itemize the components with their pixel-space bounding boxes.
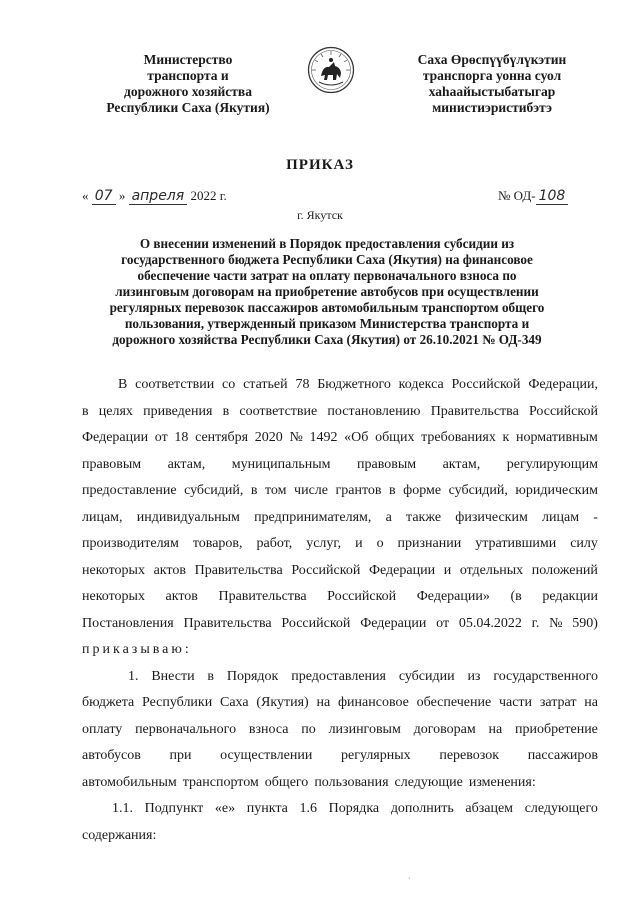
word: Федерации»	[416, 589, 490, 604]
body-line	[82, 796, 598, 823]
word: в	[250, 483, 258, 498]
word: Российской	[528, 403, 598, 419]
word: Подпункт	[144, 801, 204, 816]
word: 1492	[309, 430, 338, 445]
body-line	[82, 611, 598, 638]
body-line	[82, 452, 598, 479]
word: к	[502, 430, 510, 445]
word: индивидуальным	[136, 509, 240, 525]
word: автомобильным	[82, 774, 177, 790]
word: Внести	[151, 668, 195, 684]
word: муниципальным	[231, 456, 331, 472]
word: силу	[570, 536, 598, 551]
word: №	[549, 615, 563, 631]
date-close-quote: »	[118, 188, 126, 203]
word: в	[389, 483, 396, 498]
word: Федерации	[82, 430, 149, 445]
scan-artifact-mark: ·	[408, 874, 411, 883]
body-line	[82, 664, 598, 691]
header-left-line: Республики Саха (Якутия)	[106, 100, 270, 115]
word: регулярных	[340, 748, 411, 763]
word: Федерации,	[528, 377, 598, 392]
word: Постановления	[82, 615, 174, 631]
word: субсидии	[398, 668, 455, 684]
word: транспортом	[182, 774, 259, 790]
word: автобусов	[82, 748, 141, 763]
word: предпринимателям,	[254, 509, 372, 525]
subject-line: дорожного хозяйства Республики Саха (Якутия) от 26.10.2021 № ОД-349	[112, 332, 542, 347]
subject-line: лизинговым договорам на приобретение автобусов при осуществлении	[115, 284, 539, 299]
body-line	[82, 584, 598, 611]
word: а	[385, 509, 392, 525]
order-number	[498, 188, 568, 204]
word: дополнить	[390, 801, 454, 816]
subject-line: обеспечение части затрат на оплату первоначального взноса по	[137, 268, 517, 283]
date-day-handwritten: 07	[92, 188, 116, 205]
word: «е»	[214, 801, 236, 816]
word: правовым	[82, 456, 142, 472]
word: Федерации	[368, 562, 436, 578]
word: производителям	[82, 536, 179, 551]
word: лизинговым	[328, 721, 401, 737]
word: пользования	[314, 774, 389, 790]
word: от	[154, 430, 168, 445]
word: общих	[375, 430, 415, 445]
word: обеспечение	[416, 695, 492, 710]
header-right-line: транспорга уонна суол	[422, 68, 562, 83]
body-line	[82, 478, 598, 505]
word: осуществлении	[220, 748, 313, 763]
word: Правительства	[430, 403, 519, 419]
word: актов	[153, 562, 186, 578]
word: Российской	[281, 615, 351, 631]
word: актам,	[442, 456, 481, 472]
word: том	[265, 483, 287, 498]
date-month-handwritten: апреля	[129, 188, 188, 205]
word: регулирующим	[506, 456, 598, 472]
header-right-line: министиэристибэтэ	[432, 100, 552, 115]
subject-line: регулярных перевозок пассажиров автомобильным транспортом общего	[109, 300, 545, 315]
word: 2020	[254, 430, 283, 445]
word: Российской	[451, 377, 521, 392]
word: 590)	[572, 615, 598, 631]
order-date	[82, 188, 227, 204]
word: финансовое	[337, 695, 409, 710]
word: Правительства	[218, 589, 307, 604]
word: некоторых	[82, 562, 145, 578]
word: государственного	[493, 668, 598, 684]
word: актов	[165, 589, 198, 604]
word: на	[488, 721, 503, 737]
yakutia-coat-of-arms-icon	[307, 46, 355, 94]
word: 78	[295, 377, 310, 392]
body-line	[82, 558, 598, 585]
order-word-line	[82, 637, 598, 664]
header-right-line: Саха Өрөспүүбүлүкэтин	[417, 52, 567, 67]
word: 1.	[128, 668, 139, 684]
document-title: ПРИКАЗ	[286, 157, 354, 173]
word: при	[169, 748, 192, 763]
header-left-line: транспорта и	[147, 68, 229, 83]
word: изменения:	[468, 774, 536, 790]
header-left-line: Министерство	[143, 52, 233, 67]
word: 1.6	[299, 801, 318, 816]
word: по	[301, 721, 316, 737]
word: и	[355, 536, 363, 551]
order-number-prefix: № ОД-	[498, 188, 536, 203]
word: также	[406, 509, 442, 525]
body-line	[82, 372, 598, 399]
word: Бюджетного	[317, 377, 391, 392]
word: нормативным	[516, 430, 598, 445]
word: 05.04.2022	[458, 615, 522, 631]
ministry-name-yakut	[392, 52, 592, 116]
word: приведения	[143, 403, 213, 419]
body-line	[82, 690, 598, 717]
word: числе	[294, 483, 328, 498]
body-line	[82, 531, 598, 558]
word: (в	[510, 589, 522, 604]
word: содержания:	[82, 827, 157, 843]
order-body	[82, 372, 598, 849]
date-open-quote: «	[82, 188, 89, 203]
word: В	[118, 377, 128, 392]
word: перевозок	[439, 748, 500, 763]
word: Российской	[327, 589, 397, 604]
word: лицам,	[82, 509, 123, 525]
word: утратившими	[475, 536, 557, 551]
word: статьей	[243, 377, 288, 392]
word: приобретение	[515, 721, 598, 737]
word: г.	[531, 615, 540, 631]
word: и	[443, 562, 452, 578]
word: Саха	[220, 695, 249, 710]
word: пассажиров	[527, 748, 598, 763]
word: грантов	[335, 483, 382, 498]
word: от	[436, 615, 450, 631]
word: Федерации	[360, 615, 427, 631]
word: предоставление	[82, 483, 177, 498]
order-word: приказываю:	[82, 642, 192, 657]
word: целях	[98, 403, 133, 419]
word: следующие	[394, 774, 463, 790]
word: соответствие	[239, 403, 318, 419]
body-line	[82, 743, 598, 770]
word: 18	[174, 430, 189, 445]
word: №	[289, 430, 303, 445]
word: редакции	[542, 589, 598, 604]
word: Российской	[291, 562, 361, 578]
body-line	[82, 505, 598, 532]
word: (Якутия)	[256, 695, 309, 710]
word: актам,	[167, 456, 206, 472]
word: правовым	[357, 456, 417, 472]
body-line	[82, 717, 598, 744]
word: о	[376, 536, 384, 551]
word: Правительства	[183, 615, 272, 631]
word: взноса	[248, 721, 289, 737]
word: Порядок	[226, 668, 279, 684]
word: некоторых	[82, 589, 145, 604]
word: 1.1.	[112, 801, 133, 816]
word: пункта	[246, 801, 288, 816]
word: бюджета	[82, 695, 135, 710]
subject-line: О внесении изменений в Порядок предоставления субсидии из	[139, 236, 515, 251]
city: г. Якутск	[297, 208, 343, 222]
word: положений	[531, 562, 598, 578]
word: требованиях	[421, 430, 496, 445]
header-left-line: дорожного хозяйства	[124, 84, 252, 99]
body-line	[82, 823, 598, 850]
word: из	[467, 668, 481, 684]
word: Республики	[141, 695, 213, 710]
word: предоставления	[291, 668, 386, 684]
subject-line: пользования, утвержденный приказом Министерства транспорта и	[124, 316, 530, 331]
order-number-handwritten: 108	[536, 188, 569, 205]
order-subject	[84, 236, 570, 348]
word: признании	[397, 536, 462, 551]
word: в	[222, 403, 230, 419]
word: постановлению	[327, 403, 421, 419]
word: отдельных	[459, 562, 524, 578]
body-line	[82, 770, 598, 797]
body-line	[82, 425, 598, 452]
word: соответствии	[135, 377, 215, 392]
word: форме	[403, 483, 442, 498]
word: Порядка	[328, 801, 380, 816]
word: в	[82, 403, 89, 419]
word: на	[584, 695, 598, 710]
word: товаров,	[192, 536, 243, 551]
header-right-line: хаһаайыстыбатыгар	[428, 84, 556, 99]
subject-line: государственного бюджета Республики Саха (Якутия) на финансовое	[121, 252, 533, 267]
word: услуг,	[306, 536, 342, 551]
word: субсидий,	[184, 483, 244, 498]
word: Правительства	[194, 562, 283, 578]
word: первоначального	[135, 721, 237, 737]
word: в	[207, 668, 215, 684]
word: физическим	[455, 509, 528, 525]
word: -	[593, 509, 598, 525]
word: «Об	[344, 430, 369, 445]
ministry-name-russian	[88, 52, 288, 116]
word: затрат	[539, 695, 577, 710]
word: юридическим	[515, 483, 598, 498]
word: части	[498, 695, 533, 710]
word: абзацем	[465, 801, 514, 816]
word: на	[316, 695, 331, 710]
word: со	[222, 377, 236, 392]
word: работ,	[256, 536, 293, 551]
word: договорам	[413, 721, 476, 737]
paragraph-item-1-1	[82, 796, 598, 849]
body-line	[82, 399, 598, 426]
paragraph-item-1	[82, 664, 598, 797]
word: кодекса	[398, 377, 444, 392]
word: общего	[264, 774, 309, 790]
paragraph-preamble	[82, 372, 598, 664]
date-year: 2022 г.	[190, 188, 227, 203]
word: лицам	[542, 509, 580, 525]
word: сентября	[195, 430, 249, 445]
word: оплату	[82, 721, 123, 737]
word: следующего	[524, 801, 598, 816]
word: субсидий,	[448, 483, 508, 498]
